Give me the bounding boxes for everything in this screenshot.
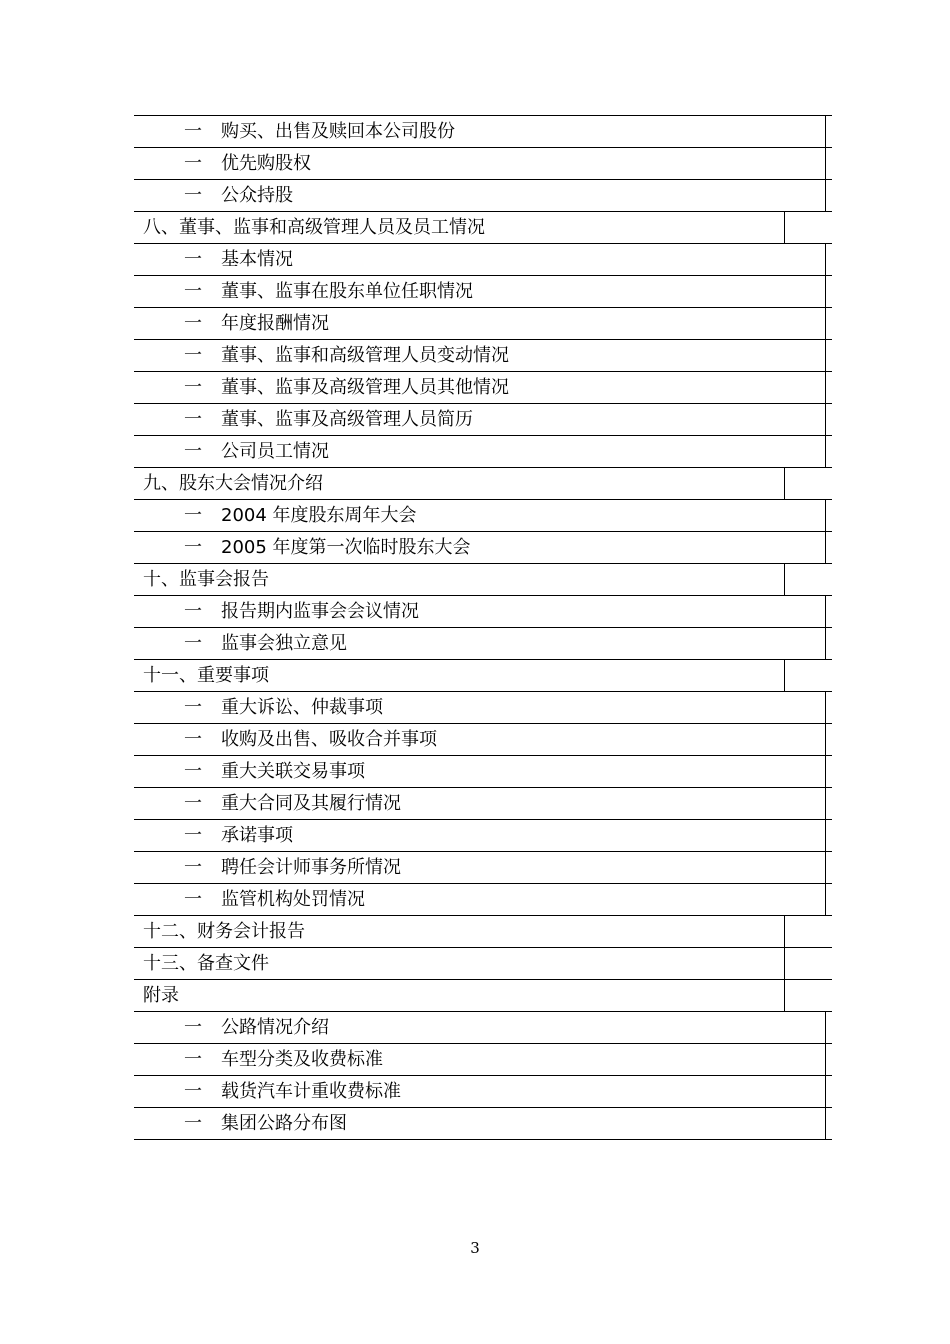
toc-entry-cell [134, 212, 784, 243]
toc-subsection-row [134, 852, 832, 884]
toc-entry-label: 优先购股权 [221, 153, 311, 174]
toc-entry-marker: 一 [184, 1081, 202, 1102]
toc-subsection-row [134, 692, 832, 724]
toc-entry-label: 基本情况 [221, 249, 293, 270]
toc-entry-cell [134, 1044, 825, 1075]
toc-entry-cell [134, 1012, 825, 1043]
toc-page-cell [784, 660, 832, 691]
toc-entry-label: 载货汽车计重收费标准 [221, 1081, 401, 1102]
toc-subsection-row [134, 724, 832, 756]
toc-entry-marker: 一 [184, 1049, 202, 1070]
toc-entry-marker: 一 [184, 857, 202, 878]
toc-entry-label: 报告期内监事会会议情况 [221, 601, 419, 622]
toc-entry-marker: 一 [184, 345, 202, 366]
toc-entry-label: 监事会独立意见 [221, 633, 347, 654]
toc-section-row [134, 916, 832, 948]
toc-entry-marker: 一 [184, 249, 202, 270]
toc-entry-marker: 一 [184, 825, 202, 846]
toc-subsection-row [134, 1012, 832, 1044]
toc-entry-label: 董事、监事在股东单位任职情况 [221, 281, 473, 302]
toc-entry-label: 承诺事项 [221, 825, 293, 846]
toc-page-cell [825, 596, 832, 627]
toc-page-cell [784, 468, 832, 499]
toc-section-row [134, 212, 832, 244]
toc-entry-label: 八、董事、监事和高级管理人员及员工情况 [143, 217, 485, 238]
toc-entry-cell [134, 660, 784, 691]
toc-subsection-row [134, 276, 832, 308]
toc-entry-marker: 一 [184, 441, 202, 462]
toc-entry-marker: 一 [184, 505, 202, 526]
toc-entry-label: 十二、财务会计报告 [143, 921, 305, 942]
toc-entry-marker: 一 [184, 313, 202, 334]
toc-entry-label: 集团公路分布图 [221, 1113, 347, 1134]
toc-entry-cell [134, 372, 825, 403]
toc-entry-cell [134, 724, 825, 755]
toc-entry-cell [134, 852, 825, 883]
page-number: 3 [470, 1239, 480, 1257]
toc-page-cell [825, 788, 832, 819]
toc-subsection-row [134, 148, 832, 180]
toc-subsection-row [134, 340, 832, 372]
toc-page-cell [784, 212, 832, 243]
toc-entry-marker: 一 [184, 633, 202, 654]
toc-entry-label: 公路情况介绍 [221, 1017, 329, 1038]
toc-entry-marker: 一 [184, 537, 202, 558]
toc-subsection-row [134, 244, 832, 276]
toc-subsection-row [134, 532, 832, 564]
toc-entry-cell [134, 180, 825, 211]
toc-entry-cell [134, 244, 825, 275]
toc-subsection-row [134, 436, 832, 468]
toc-section-row [134, 660, 832, 692]
toc-page-cell [825, 628, 832, 659]
toc-subsection-row [134, 884, 832, 916]
toc-section-row [134, 468, 832, 500]
toc-page-cell [825, 724, 832, 755]
toc-entry-marker: 一 [184, 1113, 202, 1134]
toc-entry-cell [134, 1108, 825, 1139]
toc-entry-cell [134, 628, 825, 659]
toc-entry-cell [134, 564, 784, 595]
toc-page-cell [825, 820, 832, 851]
toc-entry-label: 年度报酬情况 [221, 313, 329, 334]
toc-entry-cell [134, 532, 825, 563]
toc-entry-label: 重大合同及其履行情况 [221, 793, 401, 814]
toc-entry-cell [134, 948, 784, 979]
toc-entry-cell [134, 916, 784, 947]
toc-entry-marker: 一 [184, 153, 202, 174]
toc-subsection-row [134, 1076, 832, 1108]
toc-entry-label: 聘任会计师事务所情况 [221, 857, 401, 878]
toc-subsection-row [134, 1044, 832, 1076]
toc-entry-label: 重大关联交易事项 [221, 761, 365, 782]
toc-page-cell [825, 532, 832, 563]
toc-page-cell [825, 1044, 832, 1075]
toc-page-cell [825, 1108, 832, 1139]
toc-page-cell [825, 148, 832, 179]
toc-entry-cell [134, 756, 825, 787]
toc-entry-label: 2004 年度股东周年大会 [221, 505, 417, 526]
toc-entry-cell [134, 1076, 825, 1107]
toc-entry-marker: 一 [184, 121, 202, 142]
toc-page-cell [825, 404, 832, 435]
toc-page-cell [825, 1012, 832, 1043]
toc-entry-label: 2005 年度第一次临时股东大会 [221, 537, 471, 558]
toc-entry-cell [134, 340, 825, 371]
toc-page-cell [825, 180, 832, 211]
toc-subsection-row [134, 500, 832, 532]
toc-entry-label: 附录 [143, 985, 179, 1006]
toc-entry-label: 董事、监事和高级管理人员变动情况 [221, 345, 509, 366]
toc-entry-marker: 一 [184, 729, 202, 750]
toc-entry-label: 购买、出售及赎回本公司股份 [221, 121, 455, 142]
toc-page-cell [825, 276, 832, 307]
toc-entry-label: 公众持股 [221, 185, 293, 206]
toc-page-cell [825, 340, 832, 371]
toc-subsection-row [134, 820, 832, 852]
toc-page-cell [784, 980, 832, 1011]
toc-entry-label: 十一、重要事项 [143, 665, 269, 686]
toc-page-cell [784, 564, 832, 595]
toc-page-cell [825, 308, 832, 339]
toc-subsection-row [134, 116, 832, 148]
toc-page-cell [825, 372, 832, 403]
toc-entry-cell [134, 276, 825, 307]
toc-entry-cell [134, 596, 825, 627]
toc-page-cell [784, 916, 832, 947]
toc-subsection-row [134, 180, 832, 212]
toc-entry-marker: 一 [184, 1017, 202, 1038]
toc-entry-cell [134, 692, 825, 723]
toc-entry-marker: 一 [184, 793, 202, 814]
toc-entry-cell [134, 148, 825, 179]
toc-page-cell [825, 500, 832, 531]
toc-entry-marker: 一 [184, 281, 202, 302]
toc-entry-label: 监管机构处罚情况 [221, 889, 365, 910]
toc-subsection-row [134, 1108, 832, 1140]
toc-entry-label: 公司员工情况 [221, 441, 329, 462]
toc-entry-cell [134, 404, 825, 435]
toc-entry-cell [134, 500, 825, 531]
toc-entry-label: 车型分类及收费标准 [221, 1049, 383, 1070]
toc-entry-cell [134, 468, 784, 499]
toc-subsection-row [134, 372, 832, 404]
toc-entry-marker: 一 [184, 761, 202, 782]
toc-page-cell [825, 436, 832, 467]
toc-entry-label: 董事、监事及高级管理人员简历 [221, 409, 473, 430]
toc-entry-marker: 一 [184, 697, 202, 718]
toc-subsection-row [134, 596, 832, 628]
toc-page-cell [825, 756, 832, 787]
toc-entry-label: 收购及出售、吸收合并事项 [221, 729, 437, 750]
toc-entry-cell [134, 116, 825, 147]
toc-entry-cell [134, 788, 825, 819]
toc-entry-cell [134, 980, 784, 1011]
toc-page-cell [825, 116, 832, 147]
toc-page-cell [784, 948, 832, 979]
toc-section-row [134, 980, 832, 1012]
toc-page-cell [825, 692, 832, 723]
toc-entry-marker: 一 [184, 377, 202, 398]
toc-entry-cell [134, 884, 825, 915]
toc-entry-label: 十、监事会报告 [143, 569, 269, 590]
toc-subsection-row [134, 404, 832, 436]
toc-entry-marker: 一 [184, 409, 202, 430]
toc-entry-cell [134, 436, 825, 467]
toc-subsection-row [134, 788, 832, 820]
toc-entry-marker: 一 [184, 185, 202, 206]
toc-entry-label: 十三、备查文件 [143, 953, 269, 974]
toc-page-cell [825, 884, 832, 915]
toc-entry-cell [134, 820, 825, 851]
toc-entry-label: 重大诉讼、仲裁事项 [221, 697, 383, 718]
toc-subsection-row [134, 308, 832, 340]
table-of-contents [134, 115, 832, 1140]
toc-subsection-row [134, 628, 832, 660]
toc-page-cell [825, 244, 832, 275]
toc-entry-cell [134, 308, 825, 339]
toc-entry-marker: 一 [184, 601, 202, 622]
toc-page-cell [825, 1076, 832, 1107]
toc-subsection-row [134, 756, 832, 788]
toc-section-row [134, 564, 832, 596]
toc-entry-marker: 一 [184, 889, 202, 910]
toc-entry-label: 九、股东大会情况介绍 [143, 473, 323, 494]
toc-page-cell [825, 852, 832, 883]
toc-entry-label: 董事、监事及高级管理人员其他情况 [221, 377, 509, 398]
toc-section-row [134, 948, 832, 980]
